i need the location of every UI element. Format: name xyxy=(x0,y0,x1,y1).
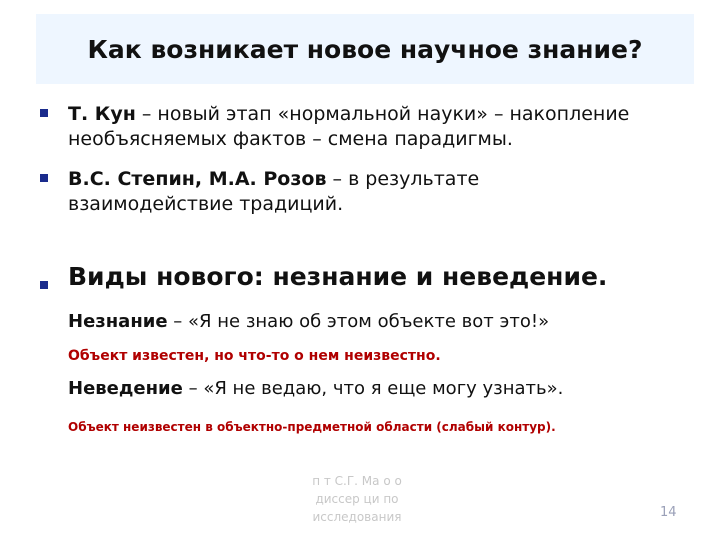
page-number: 14 xyxy=(660,505,677,520)
bullet-square-icon xyxy=(40,281,48,289)
slide-title: Как возникает новое научное знание? xyxy=(87,34,643,64)
watermark-line: п т С.Г. Ма о о xyxy=(312,474,402,488)
nevedenie-line xyxy=(68,378,563,399)
author-kuhn: Т. Кун xyxy=(68,103,136,125)
title-banner xyxy=(36,14,694,84)
neznanie-term: Незнание xyxy=(68,311,168,332)
neznanie-text: – «Я не знаю об этом объекте вот это!» xyxy=(167,311,550,332)
nevedenie-text: – «Я не ведаю, что я еще могу узнать». xyxy=(182,378,564,399)
bullet-square-icon xyxy=(40,109,48,117)
watermark-line: исследования xyxy=(312,510,402,524)
nevedenie-term: Неведение xyxy=(68,378,183,399)
kuhn-text: – новый этап «нормальной науки» – накопление необъясняемых фактов – смена парадигмы. xyxy=(68,103,630,150)
neznanie-line xyxy=(68,311,549,332)
watermark xyxy=(282,472,432,526)
bullet-square-icon xyxy=(40,174,48,182)
neznanie-note: Объект известен, но что-то о нем неизвестно. xyxy=(68,348,441,364)
kinds-of-new-heading: Виды нового: незнание и неведение. xyxy=(68,262,608,291)
stepin-text: – в результате взаимодействие традиций. xyxy=(68,168,480,215)
authors-stepin-rozov: В.С. Степин, М.А. Розов xyxy=(68,168,327,190)
nevedenie-note: Объект неизвестен в объектно-предметной области (слабый контур). xyxy=(68,420,556,434)
bullet-kuhn xyxy=(68,102,708,152)
watermark-line: диссер ци по xyxy=(315,492,399,506)
bullet-stepin xyxy=(68,167,568,217)
